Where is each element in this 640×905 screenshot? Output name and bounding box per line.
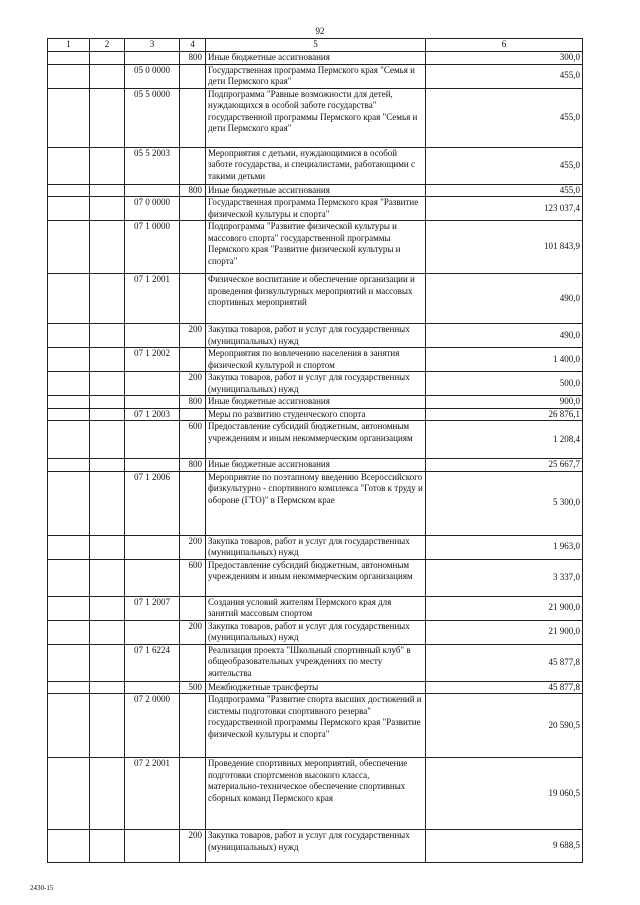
name-cell: Предоставление субсидий бюджетным, автономным учреждениям и иным некоммерческим организациям <box>206 421 426 459</box>
name-cell: Мероприятия по вовлечению населения в занятия физической культурой и спортом <box>206 348 426 372</box>
prz-cell <box>90 620 125 644</box>
name-cell: Государственная программа Пермского края "Семья и дети Пермского края" <box>206 64 426 88</box>
rzd-cell <box>48 396 90 409</box>
csr-cell: 07 1 2006 <box>125 471 180 535</box>
amount-cell: 3 337,0 <box>426 559 583 596</box>
name-cell: Иные бюджетные ассигнования <box>206 459 426 472</box>
name-cell: Мероприятие по поэтапному введению Всероссийского физкультурно - спортивного комплекса "Готов к труду и обороне (ГТО)" в Пермском крае <box>206 471 426 535</box>
name-cell: Государственная программа Пермского края "Развитие физической культуры и спорта" <box>206 197 426 221</box>
rzd-cell <box>48 147 90 184</box>
amount-cell: 900,0 <box>426 396 583 409</box>
name-cell: Закупка товаров, работ и услуг для государственных (муниципальных) нужд <box>206 830 426 863</box>
rzd-cell <box>48 52 90 65</box>
csr-cell <box>125 620 180 644</box>
amount-cell: 45 877,8 <box>426 681 583 694</box>
name-cell: Подпрограмма "Равные возможности для детей, нуждающихся в особой заботе государства" государственной программы Пермского края "Семья и дети Пермского края" <box>206 88 426 147</box>
prz-cell <box>90 535 125 559</box>
document-code: 2430-15 <box>30 884 54 892</box>
csr-cell: 07 1 2003 <box>125 408 180 421</box>
prz-cell <box>90 408 125 421</box>
rzd-cell <box>48 681 90 694</box>
csr-cell <box>125 830 180 863</box>
prz-cell <box>90 830 125 863</box>
vr-cell <box>180 64 206 88</box>
column-header: 1 <box>48 39 90 52</box>
name-cell: Физическое воспитание и обеспечение организации и проведения физкультурных мероприятий и массовых спортивных мероприятий <box>206 274 426 324</box>
amount-cell: 123 037,4 <box>426 197 583 221</box>
table-row <box>48 559 583 596</box>
rzd-cell <box>48 758 90 830</box>
prz-cell <box>90 421 125 459</box>
rzd-cell <box>48 372 90 396</box>
page-number: 92 <box>315 26 325 36</box>
name-cell: Закупка товаров, работ и услуг для государственных (муниципальных) нужд <box>206 620 426 644</box>
name-cell: Закупка товаров, работ и услуг для государственных (муниципальных) нужд <box>206 535 426 559</box>
amount-cell: 25 667,7 <box>426 459 583 472</box>
rzd-cell <box>48 221 90 274</box>
table-row <box>48 408 583 421</box>
table-row <box>48 184 583 197</box>
name-cell: Подпрограмма "Развитие физической культуры и массового спорта" государственной программы Пермского края "Развитие физической культуры и спорта" <box>206 221 426 274</box>
column-header: 4 <box>180 39 206 52</box>
rzd-cell <box>48 620 90 644</box>
prz-cell <box>90 559 125 596</box>
csr-cell <box>125 535 180 559</box>
table-row <box>48 348 583 372</box>
column-header: 6 <box>426 39 583 52</box>
table-row <box>48 396 583 409</box>
rzd-cell <box>48 471 90 535</box>
amount-cell: 455,0 <box>426 147 583 184</box>
rzd-cell <box>48 324 90 348</box>
vr-cell: 200 <box>180 620 206 644</box>
table-row <box>48 830 583 863</box>
rzd-cell <box>48 459 90 472</box>
table-row <box>48 620 583 644</box>
amount-cell: 1 400,0 <box>426 348 583 372</box>
vr-cell: 800 <box>180 396 206 409</box>
name-cell: Закупка товаров, работ и услуг для государственных (муниципальных) нужд <box>206 372 426 396</box>
name-cell: Реализация проекта "Школьный спортивный клуб" в общеобразовательных учреждениях по месту жительства <box>206 644 426 681</box>
table-row <box>48 681 583 694</box>
vr-cell <box>180 596 206 620</box>
rzd-cell <box>48 348 90 372</box>
column-header: 3 <box>125 39 180 52</box>
budget-table <box>47 38 583 863</box>
vr-cell <box>180 758 206 830</box>
vr-cell <box>180 471 206 535</box>
rzd-cell <box>48 421 90 459</box>
prz-cell <box>90 471 125 535</box>
name-cell: Меры по развитию студенческого спорта <box>206 408 426 421</box>
amount-cell: 490,0 <box>426 274 583 324</box>
name-cell: Закупка товаров, работ и услуг для государственных (муниципальных) нужд <box>206 324 426 348</box>
prz-cell <box>90 197 125 221</box>
amount-cell: 1 208,4 <box>426 421 583 459</box>
prz-cell <box>90 348 125 372</box>
vr-cell: 600 <box>180 559 206 596</box>
name-cell: Подпрограмма "Развитие спорта высших достижений и системы подготовки спортивного резерва" государственной программы Пермского края "Развитие физической культуры и спорта" <box>206 694 426 758</box>
csr-cell: 07 1 0000 <box>125 221 180 274</box>
vr-cell: 800 <box>180 184 206 197</box>
amount-cell: 500,0 <box>426 372 583 396</box>
prz-cell <box>90 758 125 830</box>
name-cell: Предоставление субсидий бюджетным, автономным учреждениям и иным некоммерческим организациям <box>206 559 426 596</box>
csr-cell: 05 0 0000 <box>125 64 180 88</box>
rzd-cell <box>48 197 90 221</box>
table-row <box>48 324 583 348</box>
prz-cell <box>90 147 125 184</box>
amount-cell: 21 900,0 <box>426 596 583 620</box>
prz-cell <box>90 88 125 147</box>
rzd-cell <box>48 535 90 559</box>
rzd-cell <box>48 274 90 324</box>
vr-cell: 200 <box>180 372 206 396</box>
prz-cell <box>90 324 125 348</box>
csr-cell: 07 2 0000 <box>125 694 180 758</box>
csr-cell: 07 0 0000 <box>125 197 180 221</box>
rzd-cell <box>48 88 90 147</box>
table-row <box>48 52 583 65</box>
csr-cell: 07 1 2002 <box>125 348 180 372</box>
vr-cell <box>180 408 206 421</box>
csr-cell: 05 5 2003 <box>125 147 180 184</box>
vr-cell <box>180 197 206 221</box>
table-row <box>48 471 583 535</box>
prz-cell <box>90 596 125 620</box>
prz-cell <box>90 52 125 65</box>
name-cell: Создания условий жителям Пермского края для занятий массовым спортом <box>206 596 426 620</box>
table-row <box>48 694 583 758</box>
name-cell: Межбюджетные трансферты <box>206 681 426 694</box>
csr-cell: 07 1 2007 <box>125 596 180 620</box>
header-row <box>48 39 583 52</box>
prz-cell <box>90 64 125 88</box>
rzd-cell <box>48 184 90 197</box>
amount-cell: 19 060,5 <box>426 758 583 830</box>
amount-cell: 26 876,1 <box>426 408 583 421</box>
amount-cell: 101 843,9 <box>426 221 583 274</box>
amount-cell: 455,0 <box>426 88 583 147</box>
csr-cell <box>125 372 180 396</box>
csr-cell: 07 2 2001 <box>125 758 180 830</box>
vr-cell <box>180 274 206 324</box>
name-cell: Проведение спортивных мероприятий, обеспечение подготовки спортсменов высокого класса, материально-техническое обеспечение спортивных сборных команд Пермского края <box>206 758 426 830</box>
vr-cell <box>180 147 206 184</box>
rzd-cell <box>48 596 90 620</box>
csr-cell: 07 1 6224 <box>125 644 180 681</box>
table-row <box>48 88 583 147</box>
name-cell: Иные бюджетные ассигнования <box>206 396 426 409</box>
rzd-cell <box>48 830 90 863</box>
prz-cell <box>90 681 125 694</box>
rzd-cell <box>48 559 90 596</box>
csr-cell <box>125 681 180 694</box>
csr-cell <box>125 52 180 65</box>
table-row <box>48 459 583 472</box>
amount-cell: 1 963,0 <box>426 535 583 559</box>
table-row <box>48 535 583 559</box>
prz-cell <box>90 396 125 409</box>
vr-cell: 200 <box>180 830 206 863</box>
amount-cell: 45 877,8 <box>426 644 583 681</box>
vr-cell: 500 <box>180 681 206 694</box>
csr-cell <box>125 421 180 459</box>
prz-cell <box>90 184 125 197</box>
table-row <box>48 372 583 396</box>
amount-cell: 455,0 <box>426 184 583 197</box>
name-cell: Мероприятия с детьми, нуждающимися в особой заботе государства, и специалистами, работающими с такими детьми <box>206 147 426 184</box>
csr-cell: 05 5 0000 <box>125 88 180 147</box>
amount-cell: 490,0 <box>426 324 583 348</box>
prz-cell <box>90 274 125 324</box>
rzd-cell <box>48 64 90 88</box>
name-cell: Иные бюджетные ассигнования <box>206 52 426 65</box>
amount-cell: 9 688,5 <box>426 830 583 863</box>
rzd-cell <box>48 408 90 421</box>
table-row <box>48 758 583 830</box>
table-row <box>48 644 583 681</box>
table-row <box>48 221 583 274</box>
amount-cell: 5 300,0 <box>426 471 583 535</box>
prz-cell <box>90 694 125 758</box>
column-header: 2 <box>90 39 125 52</box>
vr-cell: 600 <box>180 421 206 459</box>
vr-cell: 800 <box>180 459 206 472</box>
vr-cell <box>180 348 206 372</box>
rzd-cell <box>48 644 90 681</box>
amount-cell: 21 900,0 <box>426 620 583 644</box>
vr-cell <box>180 644 206 681</box>
prz-cell <box>90 372 125 396</box>
name-cell: Иные бюджетные ассигнования <box>206 184 426 197</box>
table-row <box>48 147 583 184</box>
column-header: 5 <box>206 39 426 52</box>
vr-cell: 800 <box>180 52 206 65</box>
table-row <box>48 197 583 221</box>
amount-cell: 300,0 <box>426 52 583 65</box>
vr-cell <box>180 88 206 147</box>
table-row <box>48 421 583 459</box>
vr-cell <box>180 694 206 758</box>
table-row <box>48 64 583 88</box>
vr-cell <box>180 221 206 274</box>
table-row <box>48 596 583 620</box>
csr-cell <box>125 459 180 472</box>
csr-cell: 07 1 2001 <box>125 274 180 324</box>
prz-cell <box>90 221 125 274</box>
amount-cell: 20 590,5 <box>426 694 583 758</box>
amount-cell: 455,0 <box>426 64 583 88</box>
table-row <box>48 274 583 324</box>
csr-cell <box>125 396 180 409</box>
prz-cell <box>90 459 125 472</box>
rzd-cell <box>48 694 90 758</box>
vr-cell: 200 <box>180 324 206 348</box>
prz-cell <box>90 644 125 681</box>
csr-cell <box>125 184 180 197</box>
vr-cell: 200 <box>180 535 206 559</box>
csr-cell <box>125 559 180 596</box>
csr-cell <box>125 324 180 348</box>
